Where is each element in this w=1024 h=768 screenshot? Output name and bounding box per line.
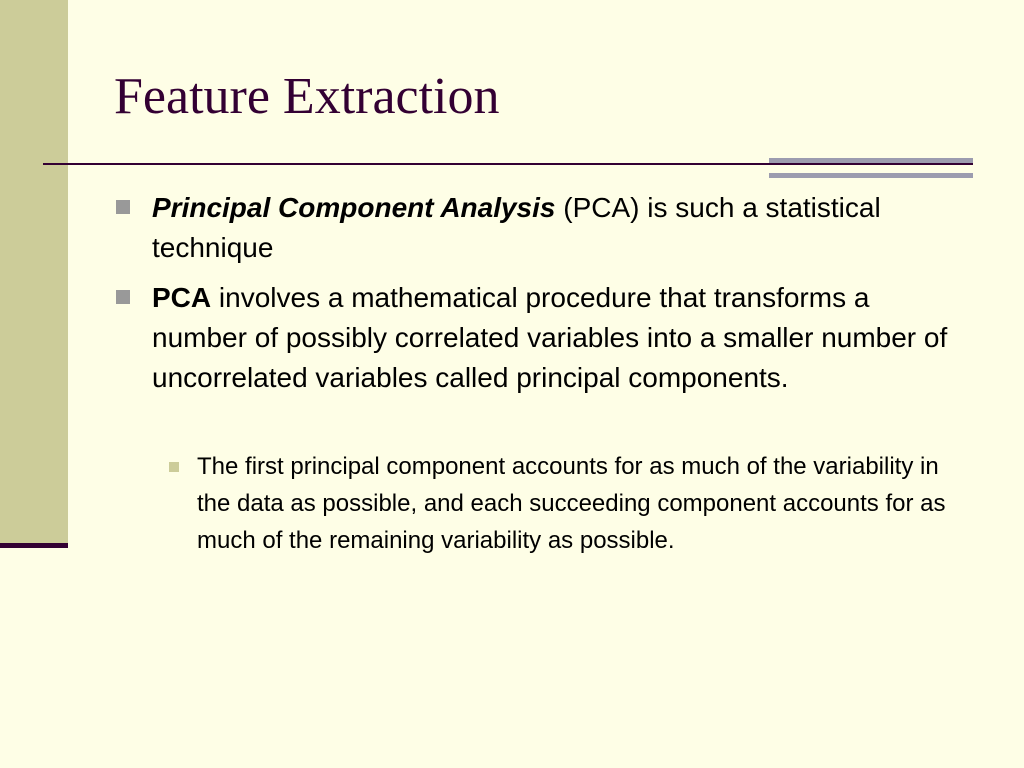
- bullet-emphasis: PCA: [152, 282, 212, 313]
- sub-bullet-item: The first principal component accounts for as much of the variability in the data as possible, and each succeeding component accounts for as much of the remaining variability as possible.: [197, 453, 946, 554]
- square-bullet-icon: [116, 290, 130, 304]
- bullet-text: (PCA) is such a statistical technique: [152, 192, 881, 263]
- slide-title: Feature Extraction: [114, 68, 500, 125]
- square-sub-bullet-icon: [169, 462, 179, 472]
- bullet-item: [152, 188, 967, 268]
- bullet-item: [152, 278, 967, 398]
- square-bullet-icon: [116, 200, 130, 214]
- bullet-emphasis: Principal Component Analysis: [152, 192, 556, 223]
- bullet-text: involves a mathematical procedure that transforms a number of possibly correlated variables into a smaller number of uncorrelated variables called principal components.: [152, 282, 948, 393]
